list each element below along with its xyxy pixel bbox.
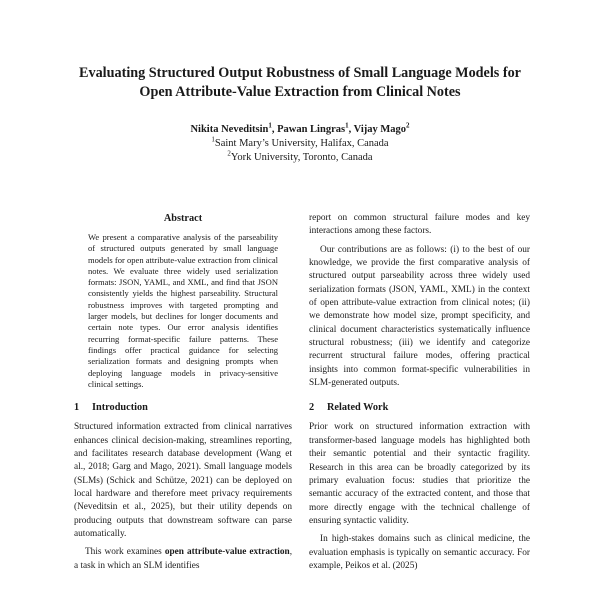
author-separator: ,	[348, 124, 354, 135]
author-2: Pawan Lingras	[277, 124, 346, 135]
author-block	[40, 123, 560, 165]
section-title: Related Work	[327, 402, 389, 414]
related-paragraph-1: Prior work on structured information extraction with transformer-based language models has highlighted both their semantic potential and their syntactic fragility. Research in this area can be broadly categorized by its primary evaluation focus: studies that prioritize the semantic accuracy of the extracted content, and those that more directly engage with the technical challenge of ensuring syntactic validity.	[309, 422, 530, 526]
intro-p2-rest: , a task in which an SLM identifies	[74, 547, 293, 571]
left-column	[74, 212, 292, 573]
title-line-2: Open Attribute-Value Extraction from Clinical Notes	[139, 84, 461, 100]
section-title: Introduction	[92, 402, 148, 414]
related-paragraph-2: In high-stakes domains such as clinical medicine, the evaluation emphasis is typically on semantic accuracy. For example, Peikos et al. (2025)	[309, 534, 530, 571]
paper-title	[40, 64, 560, 102]
intro-p2-start: This work examines	[85, 547, 165, 558]
abstract-text: We present a comparative analysis of the parseability of structured outputs generated by small language models for open attribute-value extraction from clinical notes. We evaluate three widely used serialization formats: JSON, YAML, and XML, and find that JSON consistently yields the highest parseability. Structural robustness improves with targeted prompting and larger models, but declines for longer documents and certain note types. Our error analysis identifies recurring format-specific failure patterns. These findings offer practical guidance for selecting serialization formats and designing prompts when deploying language models in privacy-sensitive clinical settings.	[88, 232, 278, 389]
affiliation-2-mark: 2	[227, 149, 231, 158]
affiliation-1	[40, 137, 560, 151]
section-number: 2	[309, 402, 315, 414]
affiliation-1-text: Saint Mary’s University, Halifax, Canada	[214, 138, 389, 149]
section-heading-introduction	[74, 401, 292, 415]
section-heading-related-work	[309, 401, 530, 415]
author-1: Nikita Neveditsin	[190, 124, 269, 135]
section-number: 1	[74, 402, 80, 414]
intro-paragraph-1: Structured information extracted from clinical narratives enhances clinical decision-making, streamlines reporting, and facilitates research database development (Wang et al., 2018; Garg and Mago, 2021). Small language models (SLMs) (Schick and Schütze, 2021) can be deployed on local hardware and therefore meet privacy requirements (Neveditsin et al., 2025), but their utility depends on producing outputs that downstream software can parse automatically.	[74, 422, 292, 539]
intro-p2-bold: open attribute-value extraction	[164, 547, 290, 558]
title-line-1: Evaluating Structured Output Robustness of Small Language Models for	[79, 65, 521, 81]
contributions-paragraph: Our contributions are as follows: (i) to the best of our knowledge, we provide the first comparative analysis of structured output parseability across three widely used serialization formats (JSON, YAML, XML) in the context of open attribute-value extraction from clinical notes; (ii) we demonstrate how model size, prompt specificity, and clinical document characteristics systematically influence structural robustness; (iii) we identify and categorize recurrent structural failure modes, offering practical insights into common format-specific vulnerabilities in SLM-generated outputs.	[309, 244, 530, 389]
author-names	[40, 123, 560, 137]
affiliation-2-text: York University, Toronto, Canada	[230, 152, 373, 163]
author-3: Vijay Mago	[353, 124, 407, 135]
author-3-affil: 2	[406, 121, 410, 130]
intro-paragraph-2	[74, 546, 292, 573]
author-2-affil: 1	[345, 121, 349, 130]
affiliation-2	[40, 151, 560, 165]
right-paragraph-0: report on common structural failure modes and key interactions among these factors.	[309, 213, 530, 237]
author-1-affil: 1	[268, 121, 272, 130]
author-separator: ,	[271, 124, 278, 135]
right-column	[309, 212, 530, 573]
abstract-heading: Abstract	[163, 213, 203, 224]
affiliation-1-mark: 1	[211, 135, 215, 144]
